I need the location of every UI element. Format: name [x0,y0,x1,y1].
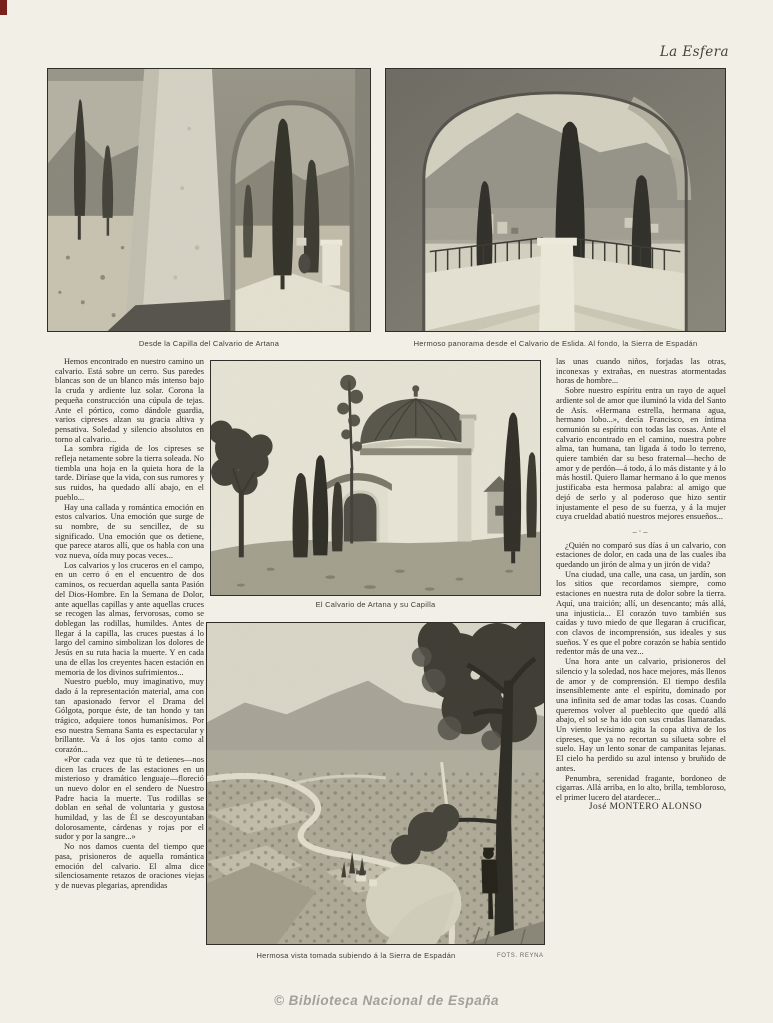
magazine-masthead: La Esfera [659,44,729,60]
paragraph: No nos damos cuenta del tiempo que pasa, prisioneros de aquella romántica emoción del calvario. El alma dice silenciosamente retazos de oraciones viejas y de nuevas plegarias, aprendidas [55,842,204,890]
paragraph: Los calvarios y los cruceros en el campo, en un cerro ó en el encuentro de dos caminos, os recuerdan aquella santa Pasión del Dios-Hombre. En la Semana de Dolor, ante aquellas capillas y ante aquellas cruces se recogen las almas, fervorosas, como se doblegan las rodillas, humildes. Antes de llegar á la capilla, las cruces puestas á lo largo del camino simbolizan los dolores de Jesús en su ruta hacia la muerte. Y en cada una de ellas los creyentes hacen estación en memoria de los divinos sufrimientos... [55,560,204,677]
photo-middle [210,360,541,596]
photo-credit: FOTS. REYNA [497,953,544,959]
section-divider: –·– [632,526,650,536]
paragraph: «Por cada vez que tú te detienes—nos dicen las cruces de las estaciones en un misterioso y dramático lenguaje—floreció un nuevo dolor en el sendero de Nuestro Padre hacia la muerte. Tus rodillas se doblan en señal de voluntaria y gustosa humildad, y las de Él se descoyuntaban dolorosamente, cárdenas y rojas por el sudor y por la sangre...» [55,754,204,842]
paragraph: Una ciudad, una calle, una casa, un jardín, son los sitios que recordamos siempre, como estaciones en nuestra ruta de dolor sobre la tierra. Aquí, una traición; allí, un desencanto; más allá, una injusticia... El corazón tuvo también sus caídas y tuvo miedo de que llegaran á crucificar, con clavos de incomprensión, sus ideales y sus sueños. Y es que el pobre corazón se había sentido redentor más de una vez... [556,569,726,657]
photo-bottom-illustration [207,623,544,944]
paragraph: Hemos encontrado en nuestro camino un calvario. Está sobre un cerro. Sus paredes blancas son de un blanco más intenso bajo la cruda y ardiente luz solar. Corona la pequeña construcción una cúpula de tejas. Ante el pórtico, como dándole guardia, varios cipreses alzan su gracia altiva y pensativa. Soledad y silencio absolutos en torno al calvario... [55,357,204,444]
photo-top-right [385,68,726,332]
paragraph: Nuestro pueblo, muy imaginativo, muy dado á la representación material, ama con tan apasionado fervor el Drama del Gólgota, porque éste, de tan hondo y tan trágico, adquiere tonos humanísimos. Por eso nuestra Semana Santa es espectacular y brillante. Va á los ojos tanto como al corazón... [55,677,204,755]
library-watermark: © Biblioteca Nacional de España [273,993,499,1008]
photo-bottom [206,622,545,945]
paragraph: Sobre nuestro espíritu entra un rayo de aquel ardiente sol de amor que iluminó la vida del Santo de Asís. «Hermana estrella, hermana agua, hermano lobo...», decía Francisco, en íntima comunión su espíritu con todas las cosas. Ante el calvario encontrado en el camino, nuestra pobre alma, tan humana, tan ligada á todo lo terreno, quiere también dar su beso fraternal—hecho de amor y de perdón—á todo, á lo más distante y á lo más hostil. Quiero llamar hermano á lo que menos justificaba esta hermosa palabra: al amigo que dejó de serlo y al poderoso que hizo sentir injustamente el peso de su fuerza, y á la mujer cuya crueldad abatió nuestros mejores ensueños... [556,386,726,522]
paragraph: La sombra rígida de los cipreses se refleja netamente sobre la tierra soleada. No tiembla una hoja en la quieta hora de la tarde. Diríase que la vida, con sus rumores y sus ruidos, ha quedado allí abajo, en el pueblo... [55,444,204,502]
paragraph: ¿Quién no comparó sus días á un calvario, con estaciones de dolor, en cada una de las cuales iba quedando un jirón de alma y un jirón de vida? [556,540,726,570]
photo-top-left [47,68,371,332]
paragraph: Hay una callada y romántica emoción en estos calvarios. Una emoción que surge de su nombre, de su sencillez, de su significado. Una emoción que os detiene, que parece ataros allí, que os habla con una voz nueva, oída muy pocas veces... [55,502,204,561]
paragraph: Una hora ante un calvario, prisioneros del silencio y la soledad, nos hace mejores, más llenos de amor y de comprensión. El tiempo desfila insensiblemente ante el espíritu, dominado por una infinita sed de amar todas las cosas. Cuando queremos volver al pueblecito que quedó allá abajo, el sol se ha ido con sus crudas llamaradas. Un viento levísimo agita la copa altiva de los cipreses, que ya no recortan su silueta sobre el suelo. Hay un lento sonar de campanitas lejanas. El cielo ha perdido su azul intenso y bruñido de antes. [556,657,726,773]
caption-top-left: Desde la Capilla del Calvario de Artana [138,339,280,348]
photo-top-right-illustration [386,69,725,331]
paragraph: Penumbra, serenidad fragante, bordoneo de cigarras. Allá arriba, en lo alto, brilla, tembloroso, el primer lucero del atardecer... [556,773,726,802]
author-byline: José MONTERO ALONSO [588,801,703,812]
paragraph: las unas cuando niños, forjadas las otras, inconexas y extrañas, en nuestras atormentadas horas de hombre... [556,357,726,386]
photo-middle-illustration [211,361,540,595]
caption-top-right: Hermoso panorama desde el Calvario de Eslida. Al fondo, la Sierra de Espadán [413,339,698,348]
article-left-column [55,357,204,891]
photo-top-left-illustration [48,69,370,331]
article-right-column [556,357,726,812]
caption-bottom: Hermosa vista tomada subiendo á la Sierra de Espadán [256,951,456,960]
scan-corner-mark [0,0,7,15]
caption-middle: El Calvario de Artana y su Capilla [315,600,436,609]
